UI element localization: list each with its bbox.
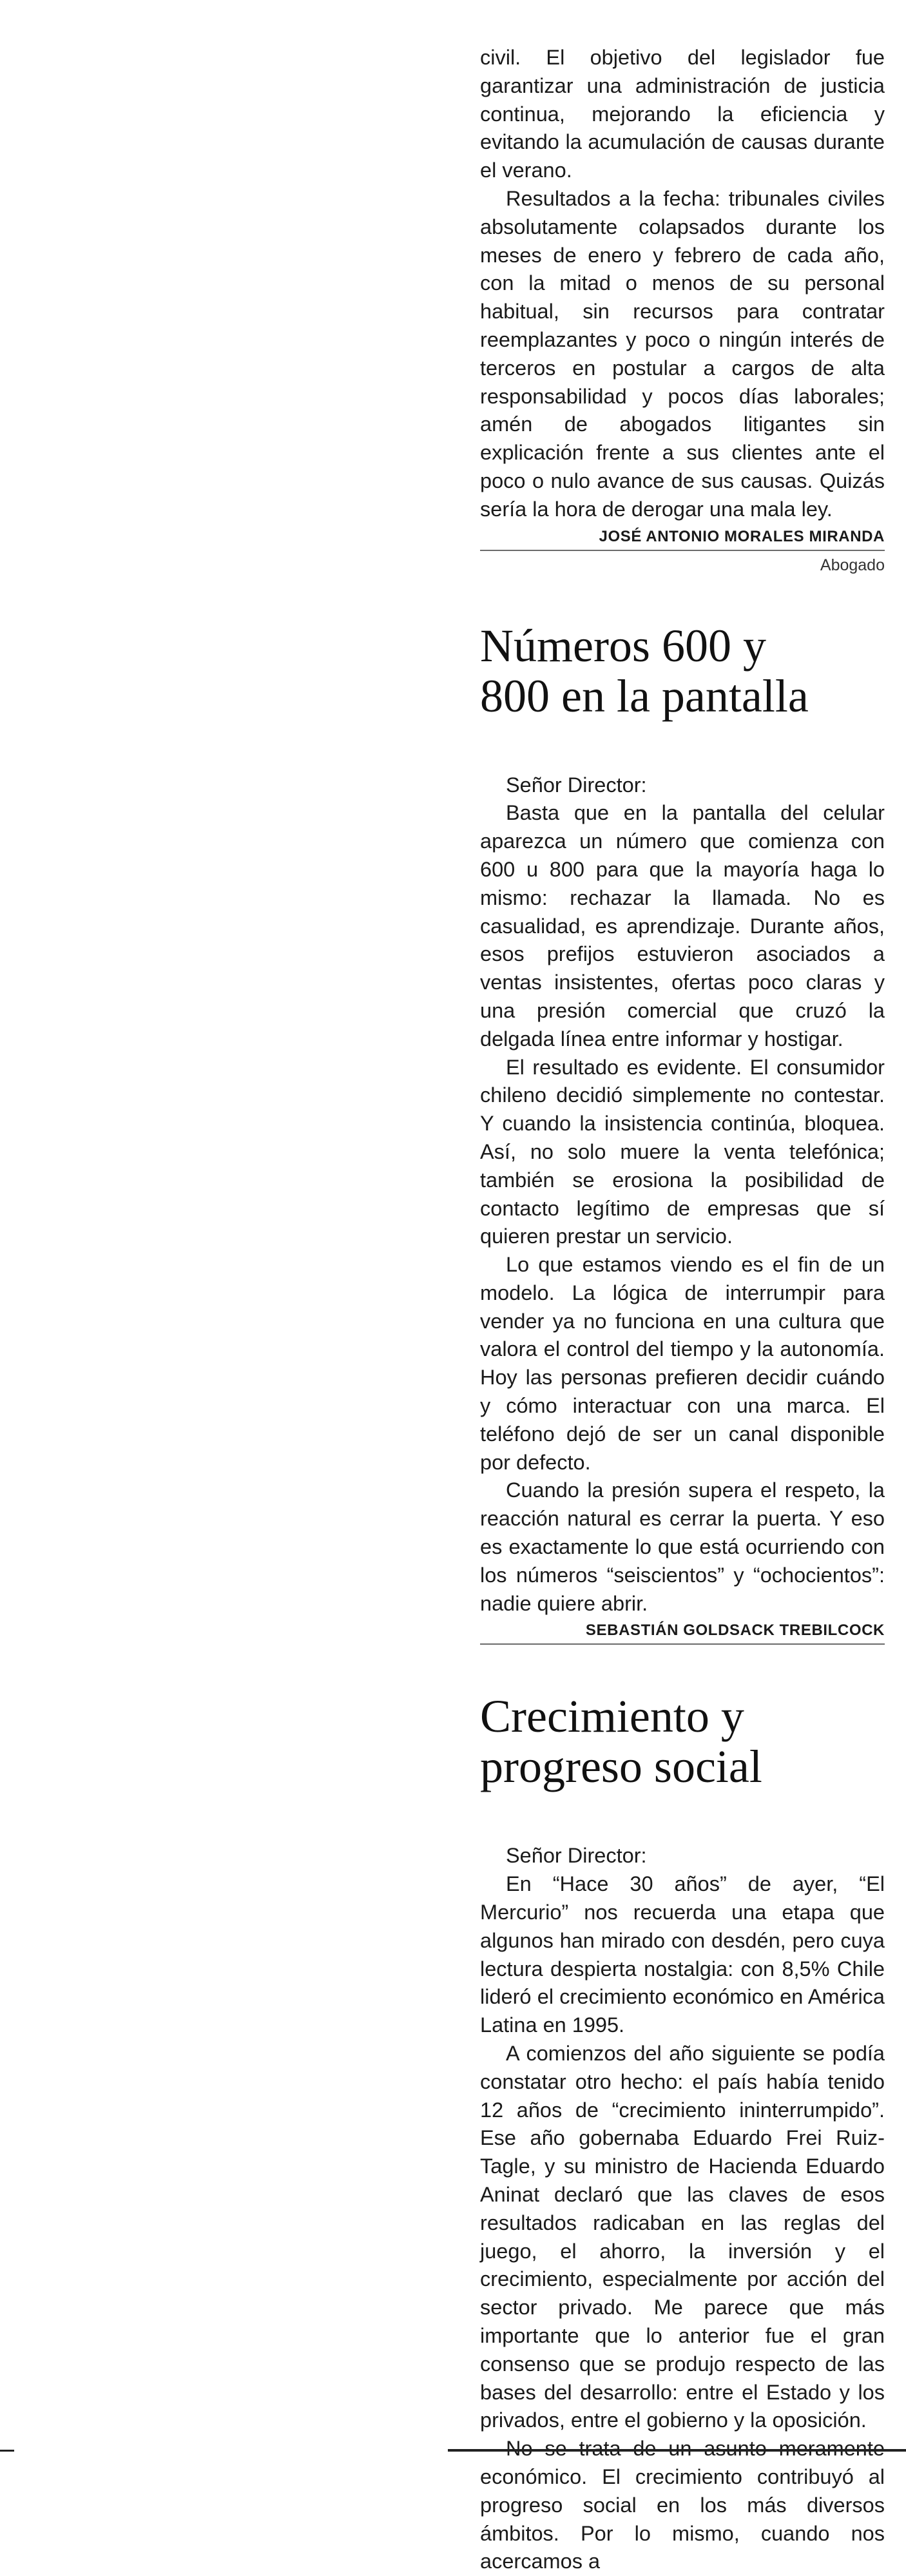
letter-2-paragraph-4: Cuando la presión supera el respeto, la reacción natural es cerrar la puerta. Y eso es exactamente lo que está ocurriendo con los números “seiscientos” y “ochocientos”: nadie quiere abrir. xyxy=(480,1478,885,1615)
letter-2-headline-line-1: Números 600 y xyxy=(480,619,766,672)
letter-2 xyxy=(480,621,885,1645)
letter-2-paragraph-3: Lo que estamos viendo es el fin de un modelo. La lógica de interrumpir para vender ya no funciona en una cultura que valora el control del tiempo y la autonomía. Hoy las personas prefieren decidir cuándo y cómo interactuar con una marca. El teléfono dejó de ser un canal disponible por defecto. xyxy=(480,1253,885,1474)
letter-3-headline xyxy=(480,1691,885,1792)
letter-3-greeting: Señor Director: xyxy=(506,1844,647,1868)
letter-3-paragraph-2: A comienzos del año siguiente se podía constatar otro hecho: el país había tenido 12 años de “crecimiento ininterrumpido”. Ese año gobernaba Eduardo Frei Ruiz-Tagle, y su ministro de Hacienda Eduardo Aninat declaró que las claves de esos resultados radicaban en las reglas del juego, el ahorro, la inversión y el crecimiento, especialmente por acción del sector privado. Me parece que más importante que lo anterior fue el gran consenso que se produjo respecto de las bases del desarrollo: entre el Estado y los privados, entre el gobierno y la oposición. xyxy=(480,2042,885,2432)
letter-2-headline xyxy=(480,621,885,721)
letter-2-signature: SEBASTIÁN GOLDSACK TREBILCOCK xyxy=(480,1619,885,1645)
letter-3-paragraph-1: En “Hace 30 años” de ayer, “El Mercurio” nos recuerda una etapa que algunos han mirado con desdén, pero cuya lectura despierta nostalgia: con 8,5% Chile lideró el crecimiento económico en América Latina en 1995. xyxy=(480,1872,885,2037)
letter-2-greeting: Señor Director: xyxy=(506,773,647,797)
letter-3-headline-line-2: progreso social xyxy=(480,1741,762,1793)
letter-3-headline-line-1: Crecimiento y xyxy=(480,1690,744,1743)
letter-1-signature: JOSÉ ANTONIO MORALES MIRANDA xyxy=(480,525,885,551)
letter-2-paragraph-2: El resultado es evidente. El consumidor chileno decidió simplemente no contestar. Y cuando la insistencia continúa, bloquea. Así, no solo muere la venta telefónica; también se erosiona la posibilidad de contacto legítimo de empresas que sí quieren prestar un servicio. xyxy=(480,1055,885,1248)
letter-1-paragraph-1: civil. El objetivo del legislador fue garantizar una administración de justicia continua, mejorando la eficiencia y evitando la acumulación de causas durante el verano. xyxy=(480,46,885,182)
letter-1-role: Abogado xyxy=(820,556,885,574)
footer-rule-right xyxy=(448,2449,906,2452)
letter-2-paragraph-1: Basta que en la pantalla del celular aparezca un número que comienza con 600 u 800 para que la mayoría haga lo mismo: rechazar la llamada. No es casualidad, es aprendizaje. Durante años, esos prefijos estuvieron asociados a ventas insistentes, ofertas poco claras y una presión comercial que cruzó la delgada línea entre informar y hostigar. xyxy=(480,801,885,1051)
letters-column xyxy=(480,44,885,2576)
letter-2-headline-line-2: 800 en la pantalla xyxy=(480,670,809,722)
letter-1 xyxy=(480,44,885,577)
letter-3 xyxy=(480,1691,885,2576)
footer-rule-left xyxy=(0,2450,14,2452)
letter-3-paragraph-3: económico. El crecimiento contribuyó al progreso social en los más diversos ámbitos. Por lo mismo, cuando nos acercamos a xyxy=(480,2465,885,2573)
letter-1-paragraph-2: Resultados a la fecha: tribunales civiles absolutamente colapsados durante los meses de enero y febrero de cada año, con la mitad o menos de su personal habitual, sin recursos para contratar reemplazantes y poco o ningún interés de terceros en postular a cargos de alta responsabilidad y pocos días laborales; amén de abogados litigantes sin explicación frente a sus clientes ante el poco o nulo avance de sus causas. Quizás sería la hora de derogar una mala ley. xyxy=(480,186,885,521)
